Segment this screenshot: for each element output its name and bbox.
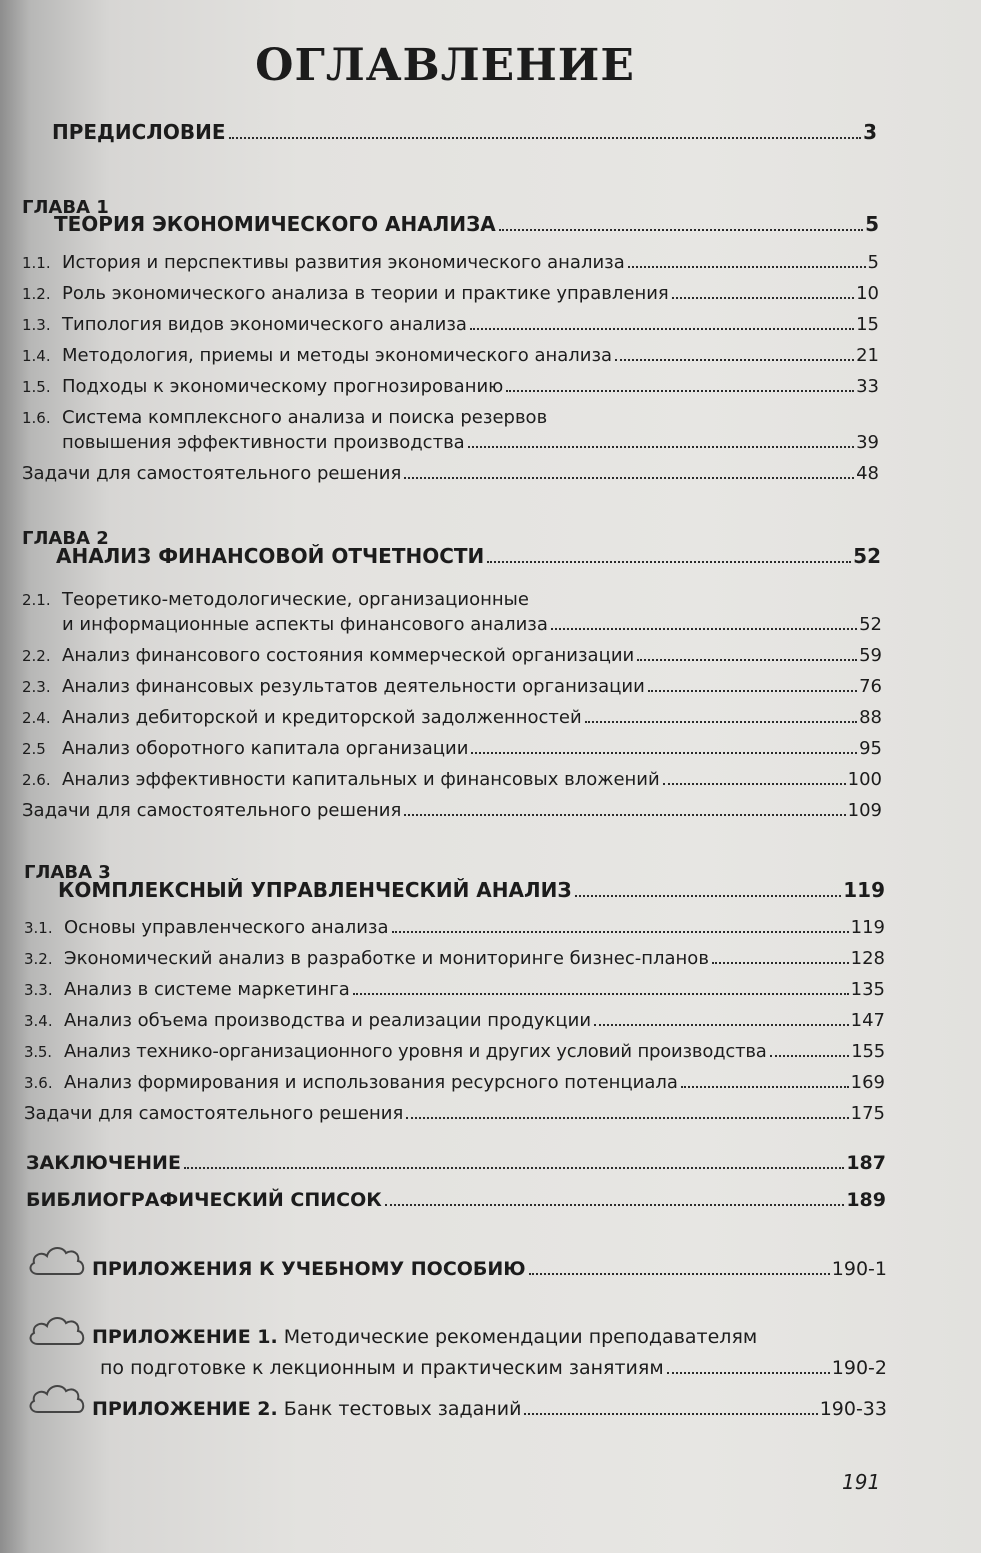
section-title: Анализ финансовых результатов деятельности организации: [62, 676, 645, 697]
chapter-title: АНАЛИЗ ФИНАНСОВОЙ ОТЧЕТНОСТИ: [56, 544, 485, 568]
page-ref: 119: [850, 917, 885, 938]
leader-dots: [471, 752, 857, 754]
tasks-label: Задачи для самостоятельного решения: [22, 800, 402, 821]
appendix-title: Методические рекомендации преподавателям: [283, 1326, 758, 1348]
section-title: Анализ технико-организационного уровня и других условий производства: [64, 1041, 767, 1062]
section-number: 1.3.: [22, 316, 51, 334]
leader-dots: [575, 895, 842, 897]
section-number: 1.4.: [22, 347, 51, 365]
page-ref: 21: [856, 345, 879, 366]
cloud-icon: [26, 1311, 88, 1347]
section-title: Типология видов экономического анализа: [62, 314, 467, 335]
toc-section: [22, 407, 547, 428]
toc-section: [24, 948, 885, 969]
leader-dots: [506, 390, 854, 392]
section-number: 1.2.: [22, 285, 51, 303]
toc-appendices: [92, 1258, 887, 1280]
section-title: Анализ финансового состояния коммерческой организации: [62, 645, 635, 666]
section-number: 3.1.: [24, 919, 53, 937]
toc-section: [22, 769, 882, 790]
preface-label: ПРЕДИСЛОВИЕ: [52, 120, 226, 144]
section-title: Анализ формирования и использования ресурсного потенциала: [64, 1072, 678, 1093]
chapter-title: КОМПЛЕКСНЫЙ УПРАВЛЕНЧЕСКИЙ АНАЛИЗ: [58, 878, 572, 902]
toc-tasks: [22, 800, 882, 821]
page-ref: 135: [850, 979, 885, 1000]
toc-section: [22, 707, 882, 728]
leader-dots: [667, 1372, 830, 1374]
section-number: 1.1.: [22, 254, 51, 272]
leader-dots: [229, 137, 862, 139]
section-title: Система комплексного анализа и поиска резервов: [62, 407, 548, 428]
toc-appendix-2: [92, 1398, 887, 1420]
section-title: Экономический анализ в разработке и мониторинге бизнес-планов: [64, 948, 709, 969]
tasks-label: Задачи для самостоятельного решения: [22, 463, 402, 484]
page-ref: 33: [856, 376, 879, 397]
tasks-label: Задачи для самостоятельного решения: [24, 1103, 404, 1124]
toc-appendix-1-continued: [100, 1357, 887, 1379]
page-ref: 10: [856, 283, 879, 304]
page-ref: 187: [846, 1152, 886, 1174]
toc-section: [24, 1041, 885, 1062]
toc-section: [22, 345, 879, 366]
conclusion-label: ЗАКЛЮЧЕНИЕ: [26, 1152, 181, 1174]
chapter-title-line: [54, 212, 879, 236]
page-ref: 5: [867, 252, 879, 273]
toc-section: [24, 1072, 885, 1093]
leader-dots: [353, 993, 849, 995]
leader-dots: [470, 328, 854, 330]
leader-dots: [663, 783, 846, 785]
leader-dots: [551, 628, 857, 630]
toc-appendix-1: [92, 1326, 757, 1348]
page-ref: 169: [850, 1072, 885, 1093]
section-number: 3.6.: [24, 1074, 53, 1092]
section-number: 2.5: [22, 740, 46, 758]
toc-section: [22, 283, 879, 304]
page-ref: 190-33: [819, 1398, 887, 1420]
section-title-cont: и информационные аспекты финансового анализа: [62, 614, 548, 635]
page-ref: 109: [847, 800, 882, 821]
page-ref: 100: [847, 769, 882, 790]
page-number: 191: [842, 1470, 881, 1494]
leader-dots: [628, 266, 866, 268]
section-title: Анализ эффективности капитальных и финансовых вложений: [62, 769, 660, 790]
appendix-title: Банк тестовых заданий: [283, 1398, 522, 1420]
toc-tasks: [24, 1103, 885, 1124]
toc-section: [22, 738, 882, 759]
toc-conclusion: [26, 1152, 886, 1174]
appendix-label: ПРИЛОЖЕНИЕ 1.: [92, 1326, 278, 1348]
page-ref: 95: [859, 738, 882, 759]
section-title: Методология, приемы и методы экономического анализа: [62, 345, 613, 366]
toc-tasks: [22, 463, 879, 484]
leader-dots: [585, 721, 857, 723]
chapter-heading: ГЛАВА 2: [22, 528, 109, 549]
cloud-icon: [26, 1379, 88, 1415]
leader-dots: [712, 962, 849, 964]
page-ref: 39: [856, 432, 879, 453]
leader-dots: [529, 1273, 830, 1275]
section-title: Основы управленческого анализа: [64, 917, 389, 938]
leader-dots: [468, 446, 854, 448]
leader-dots: [637, 659, 857, 661]
section-title: Анализ дебиторской и кредиторской задолженностей: [62, 707, 582, 728]
toc-section: [24, 979, 885, 1000]
toc-preface: [52, 120, 877, 144]
leader-dots: [487, 561, 851, 563]
section-title: Анализ объема производства и реализации продукции: [64, 1010, 592, 1031]
appendix-title-cont: по подготовке к лекционным и практическим занятиям: [100, 1357, 664, 1379]
leader-dots: [385, 1204, 845, 1206]
chapter-heading: ГЛАВА 3: [24, 862, 111, 883]
page-ref: 190-2: [831, 1357, 887, 1379]
toc-bibliography: [26, 1189, 886, 1211]
toc-section: [22, 589, 529, 610]
page-ref: 48: [856, 463, 879, 484]
toc-section: [24, 1010, 885, 1031]
section-number: 2.1.: [22, 591, 51, 609]
leader-dots: [404, 477, 854, 479]
page-ref: 175: [850, 1103, 885, 1124]
toc-section: [24, 917, 885, 938]
section-title: Роль экономического анализа в теории и практике управления: [62, 283, 669, 304]
leader-dots: [672, 297, 854, 299]
page-ref: 190-1: [831, 1258, 887, 1280]
page-ref: 59: [859, 645, 882, 666]
appendices-label: ПРИЛОЖЕНИЯ К УЧЕБНОМУ ПОСОБИЮ: [92, 1258, 526, 1280]
page-ref: 155: [851, 1041, 885, 1062]
section-title: История и перспективы развития экономического анализа: [62, 252, 625, 273]
leader-dots: [392, 931, 849, 933]
cloud-icon: [26, 1241, 88, 1277]
page-ref: 189: [846, 1189, 886, 1211]
page-ref: 3: [863, 120, 877, 144]
section-title: Теоретико-методологические, организационные: [62, 589, 529, 610]
toc-section: [22, 676, 882, 697]
toc-section: [22, 314, 879, 335]
section-number: 1.6.: [22, 409, 51, 427]
leader-dots: [615, 359, 854, 361]
toc-section: [22, 645, 882, 666]
chapter-title: ТЕОРИЯ ЭКОНОМИЧЕСКОГО АНАЛИЗА: [54, 212, 496, 236]
section-title: Подходы к экономическому прогнозированию: [62, 376, 504, 397]
chapter-heading: ГЛАВА 1: [22, 197, 109, 218]
section-title: Анализ оборотного капитала организации: [62, 738, 469, 759]
section-number: 2.6.: [22, 771, 51, 789]
toc-section-continued: [62, 614, 882, 635]
leader-dots: [594, 1024, 849, 1026]
page-ref: 128: [850, 948, 885, 969]
section-number: 3.3.: [24, 981, 53, 999]
section-number: 2.2.: [22, 647, 51, 665]
page-ref: 5: [865, 212, 879, 236]
page-ref: 52: [859, 614, 882, 635]
page-ref: 88: [859, 707, 882, 728]
leader-dots: [681, 1086, 849, 1088]
page-ref: 147: [850, 1010, 885, 1031]
leader-dots: [184, 1167, 844, 1169]
leader-dots: [404, 814, 845, 816]
chapter-title-line: [56, 544, 881, 568]
page-title: ОГЛАВЛЕНИЕ: [255, 40, 635, 91]
section-number: 1.5.: [22, 378, 51, 396]
toc-section: [22, 376, 879, 397]
section-title: Анализ в системе маркетинга: [64, 979, 350, 1000]
leader-dots: [524, 1413, 817, 1415]
leader-dots: [406, 1117, 848, 1119]
leader-dots: [770, 1055, 850, 1057]
page-ref: 52: [853, 544, 881, 568]
bibliography-label: БИБЛИОГРАФИЧЕСКИЙ СПИСОК: [26, 1189, 382, 1211]
section-number: 2.3.: [22, 678, 51, 696]
page-ref: 76: [859, 676, 882, 697]
section-number: 2.4.: [22, 709, 51, 727]
chapter-title-line: [58, 878, 885, 902]
appendix-label: ПРИЛОЖЕНИЕ 2.: [92, 1398, 278, 1420]
toc-section-continued: [62, 432, 879, 453]
section-title-cont: повышения эффективности производства: [62, 432, 465, 453]
leader-dots: [499, 229, 863, 231]
section-number: 3.5.: [24, 1043, 52, 1061]
leader-dots: [648, 690, 857, 692]
toc-section: [22, 252, 879, 273]
section-number: 3.4.: [24, 1012, 53, 1030]
section-number: 3.2.: [24, 950, 53, 968]
page-ref: 15: [856, 314, 879, 335]
page-ref: 119: [843, 878, 885, 902]
